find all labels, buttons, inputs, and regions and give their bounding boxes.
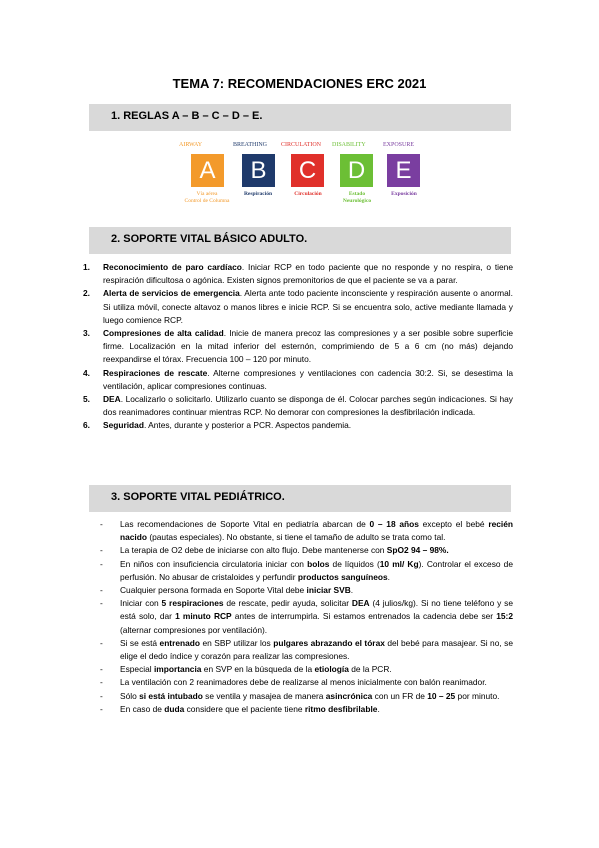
bold-text: etiología [314, 664, 349, 675]
exposure-label: EXPOSURE [383, 142, 415, 148]
item-text: se ventila y masajea de manera [202, 690, 326, 701]
dash-bullet: - [100, 690, 103, 701]
list-item [100, 518, 513, 544]
bold-text: 15:2 [496, 611, 513, 622]
disability-caption-line1: Estado [348, 191, 366, 197]
item-text: . Alterne compresiones y ventilaciones con cadencia 30:2. Si, se desestima la ventilación, aplicar compresiones continuas. [103, 367, 513, 391]
dash-bullet: - [100, 558, 103, 569]
list-item [83, 287, 513, 327]
airway-label: AIRWAY [179, 142, 203, 148]
page-title: TEMA 7: RECOMENDACIONES ERC 2021 [172, 76, 427, 91]
list-item [83, 367, 513, 393]
list-item [100, 558, 513, 584]
item-text: . [387, 571, 390, 582]
item-text: Sólo [120, 690, 140, 701]
section-header-abcde [89, 104, 511, 131]
bold-text: 1 minuto RCP [175, 611, 232, 622]
bold-text: pulgares abrazando el tórax [273, 637, 385, 648]
breathing-label: BREATHING [233, 142, 267, 148]
letter-b-tile: B [242, 154, 275, 187]
dash-bullet: - [100, 585, 103, 596]
pediatric-list [100, 518, 513, 716]
item-heading: Compresiones de alta calidad [103, 328, 224, 339]
list-item [83, 419, 513, 432]
item-text: En niños con insuficiencia circulatoria iniciar con [120, 558, 308, 569]
airway-caption [175, 191, 239, 205]
item-text: (4 julios/kg). Si no tiene teléfono y se está solo, dar [120, 598, 513, 622]
bold-text: productos sanguíneos [297, 571, 388, 582]
item-text: antes de interrumpirla. Si estamos entrenados la cadencia debe ser [231, 611, 497, 622]
dash-bullet: - [100, 677, 103, 688]
adult-steps-list [83, 261, 513, 433]
dash-bullet: - [100, 637, 103, 648]
item-text: por minuto. [455, 690, 500, 701]
bold-text: 10 – 25 [427, 690, 456, 701]
list-item [100, 663, 513, 676]
item-text: (pautas especiales). No obstante, si tiene el tamaño de adulto se trata como tal. [147, 532, 446, 543]
list-item [100, 690, 513, 703]
item-number: 4. [83, 367, 90, 378]
circulation-label: CIRCULATION [281, 142, 321, 148]
section-label: 3. SOPORTE VITAL PEDIÁTRICO. [111, 491, 285, 503]
item-text: considere que el paciente tiene [184, 703, 305, 714]
bold-text: importancia [153, 664, 202, 675]
item-number: 6. [83, 420, 90, 431]
list-item [83, 327, 513, 367]
section-header-svb-adult [89, 227, 511, 254]
airway-caption-line2: Control de Columna [184, 198, 230, 204]
bold-text: 5 respiraciones [161, 598, 224, 609]
list-item [100, 703, 513, 716]
dash-bullet: - [100, 545, 103, 556]
bold-text: SpO2 94 – 98%. [386, 545, 449, 556]
item-text: . Alerta ante todo paciente inconsciente y respiración ausente o anormal. Si utiliza móvil, conecte altavoz o manos libres e inicie RCP. Si se encuentra solo, active mediante llamada y luego comience RCP. [103, 288, 513, 325]
item-text: de líquidos ( [329, 558, 380, 569]
item-text: Cualquier persona formada en Soporte Vital debe [120, 585, 307, 596]
section-header-svp [89, 485, 511, 512]
item-text: La terapia de O2 debe de iniciarse con alto flujo. Debe mantenerse con [120, 545, 387, 556]
item-text: con un FR de [372, 690, 428, 701]
list-item [83, 393, 513, 419]
abcde-graphic [175, 140, 427, 210]
item-text: . Iniciar RCP en todo paciente que no responde y no respira, o tiene respiración dificultosa o agónica. Existen signos premonitorios de que el paciente se va a parar. [103, 262, 514, 286]
circulation-caption: Circulación [294, 191, 322, 197]
bold-text: bolos [307, 558, 330, 569]
bold-text: iniciar SVB [306, 585, 351, 596]
bold-text: duda [164, 703, 185, 714]
list-item [83, 261, 513, 287]
item-text: de rescate, pedir ayuda, solicitar [223, 598, 352, 609]
item-text: En caso de [120, 703, 165, 714]
item-text: La ventilación con 2 reanimadores debe de realizarse al menos inicialmente con balón reanimador. [120, 677, 487, 688]
bold-text: entrenado [159, 637, 201, 648]
list-item [100, 584, 513, 597]
item-number: 1. [83, 262, 90, 272]
list-item [100, 676, 513, 689]
letter-a-tile: A [191, 154, 224, 187]
disability-caption-line2: Neurológico [342, 198, 372, 204]
item-text: . Localizarlo o solicitarlo. Utilizarlo cuanto se disponga de él. Colocar parches según indicaciones. Si hay dos reanimadores continuar mientras RCP. No demorar con compresiones la desfibrilación indicada. [103, 394, 513, 418]
item-heading: Alerta de servicios de emergencia [103, 288, 240, 299]
item-text: . Antes, durante y posterior a PCR. Aspectos pandemia. [143, 420, 352, 431]
list-item [100, 597, 513, 637]
disability-caption [332, 191, 382, 205]
item-text: en SBP utilizar los [200, 637, 274, 648]
dash-bullet: - [100, 519, 103, 529]
letter-c-tile: C [291, 154, 324, 187]
disability-label: DISABILITY [332, 142, 366, 148]
item-text: en SVP en la búsqueda de la [201, 664, 315, 675]
dash-bullet: - [100, 664, 103, 675]
item-text: Las recomendaciones de Soporte Vital en pediatría abarcan de [120, 519, 370, 529]
list-item [100, 544, 513, 557]
item-text: (alternar compresiones por ventilación). [120, 624, 268, 635]
item-text: del bebé para masajear. Si no, se elige el dedo índice y corazón para realizar las compresiones. [120, 637, 513, 662]
item-text: Si se está [120, 637, 160, 648]
bold-text: recién nacido [120, 519, 513, 543]
item-heading: DEA [103, 394, 121, 405]
bold-text: ritmo desfibrilable [304, 703, 378, 714]
dash-bullet: - [100, 703, 103, 714]
item-text: Especial [120, 664, 154, 675]
item-number: 3. [83, 328, 90, 339]
bold-text: asincrónica [325, 690, 373, 701]
exposure-caption: Exposición [391, 191, 417, 197]
item-text: . [377, 703, 380, 714]
letter-d-tile: D [340, 154, 373, 187]
item-text: Iniciar con [120, 598, 162, 609]
item-text: de la PCR. [348, 664, 392, 675]
bold-text: 0 – 18 años [369, 519, 419, 529]
item-text: excepto el bebé [418, 519, 489, 529]
item-heading: Respiraciones de rescate [103, 367, 208, 378]
section-label: 1. REGLAS A – B – C – D – E. [111, 110, 263, 122]
bold-text: si está intubado [139, 690, 203, 701]
item-text: ). Controlar el exceso de perfusión. No abusar de cristaloides y perfundir [120, 558, 513, 582]
letter-e-tile: E [387, 154, 420, 187]
dash-bullet: - [100, 598, 103, 609]
item-number: 5. [83, 394, 90, 405]
list-item [100, 637, 513, 663]
item-number: 2. [83, 288, 90, 299]
section-label: 2. SOPORTE VITAL BÁSICO ADULTO. [111, 233, 308, 245]
item-text: . [350, 585, 354, 596]
bold-text: 10 ml/ Kg [379, 558, 419, 569]
item-text: . Inicie de manera precoz las compresiones y a ser posible sobre superficie firme. Localización en la mitad inferior del esternón, comprimiendo de 5 a 6 cm (no más) dejando reexpandirse el tórax. Frecuencia 100 – 120 por minuto. [103, 328, 513, 365]
bold-text: DEA [351, 598, 370, 609]
breathing-caption: Respiración [243, 191, 273, 197]
airway-caption-line1: Vía aérea [196, 191, 218, 197]
item-heading: Reconocimiento de paro cardíaco [103, 262, 242, 272]
item-heading: Seguridad [103, 420, 144, 431]
